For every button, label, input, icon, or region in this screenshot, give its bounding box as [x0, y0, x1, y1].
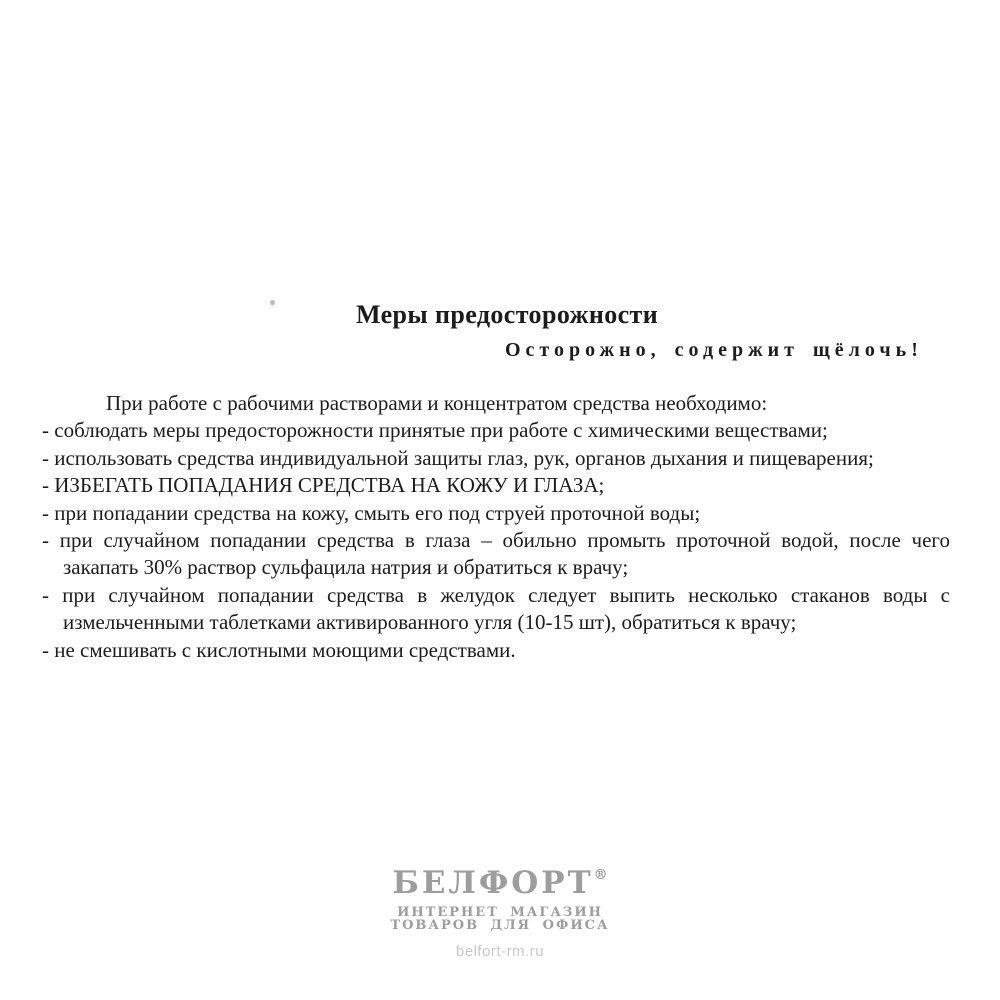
intro-paragraph: При работе с рабочими растворами и концентратом средства необходимо: — [106, 391, 768, 415]
list-item-continuation: закапать 30% раствор сульфацила натрия и обратиться к врачу; — [63, 555, 629, 580]
document-title: Меры предосторожности — [356, 300, 659, 330]
watermark-url: belfort-rm.ru — [455, 943, 545, 960]
watermark — [0, 860, 1000, 960]
list-item: - соблюдать меры предосторожности принятые при работе с химическими веществами; — [42, 418, 828, 443]
list-item: - ИЗБЕГАТЬ ПОПАДАНИЯ СРЕДСТВА НА КОЖУ И ГЛАЗА; — [42, 473, 605, 498]
watermark-tagline-1: ИНТЕРНЕТ МАГАЗИН — [397, 905, 603, 920]
warning-line: Осторожно, содержит щёлочь! — [505, 339, 923, 361]
watermark-tagline-2: ТОВАРОВ ДЛЯ ОФИСА — [390, 917, 610, 933]
watermark-brand-logo: БЕЛФОРТ — [392, 865, 594, 901]
list-item: - при попадании средства на кожу, смыть его под струей проточной воды; — [42, 500, 701, 525]
watermark-brand-row — [0, 860, 1000, 903]
list-item: - не смешивать с кислотными моющими средствами. — [42, 637, 516, 662]
list-item-continuation: измельченными таблетками активированного угля (10-15 шт), обратиться к врачу; — [63, 610, 797, 635]
list-item: - при случайном попадании средства в желудок следует выпить несколько стаканов воды с — [42, 582, 950, 607]
document-body — [42, 390, 950, 664]
list-item: - использовать средства индивидуальной защиты глаз, рук, органов дыхания и пищеварения; — [42, 445, 874, 470]
registered-trademark-icon: ® — [593, 867, 608, 883]
list-item: - при случайном попадании средства в глаза – обильно промыть проточной водой, после чего — [42, 528, 950, 553]
scan-speck — [270, 300, 275, 305]
